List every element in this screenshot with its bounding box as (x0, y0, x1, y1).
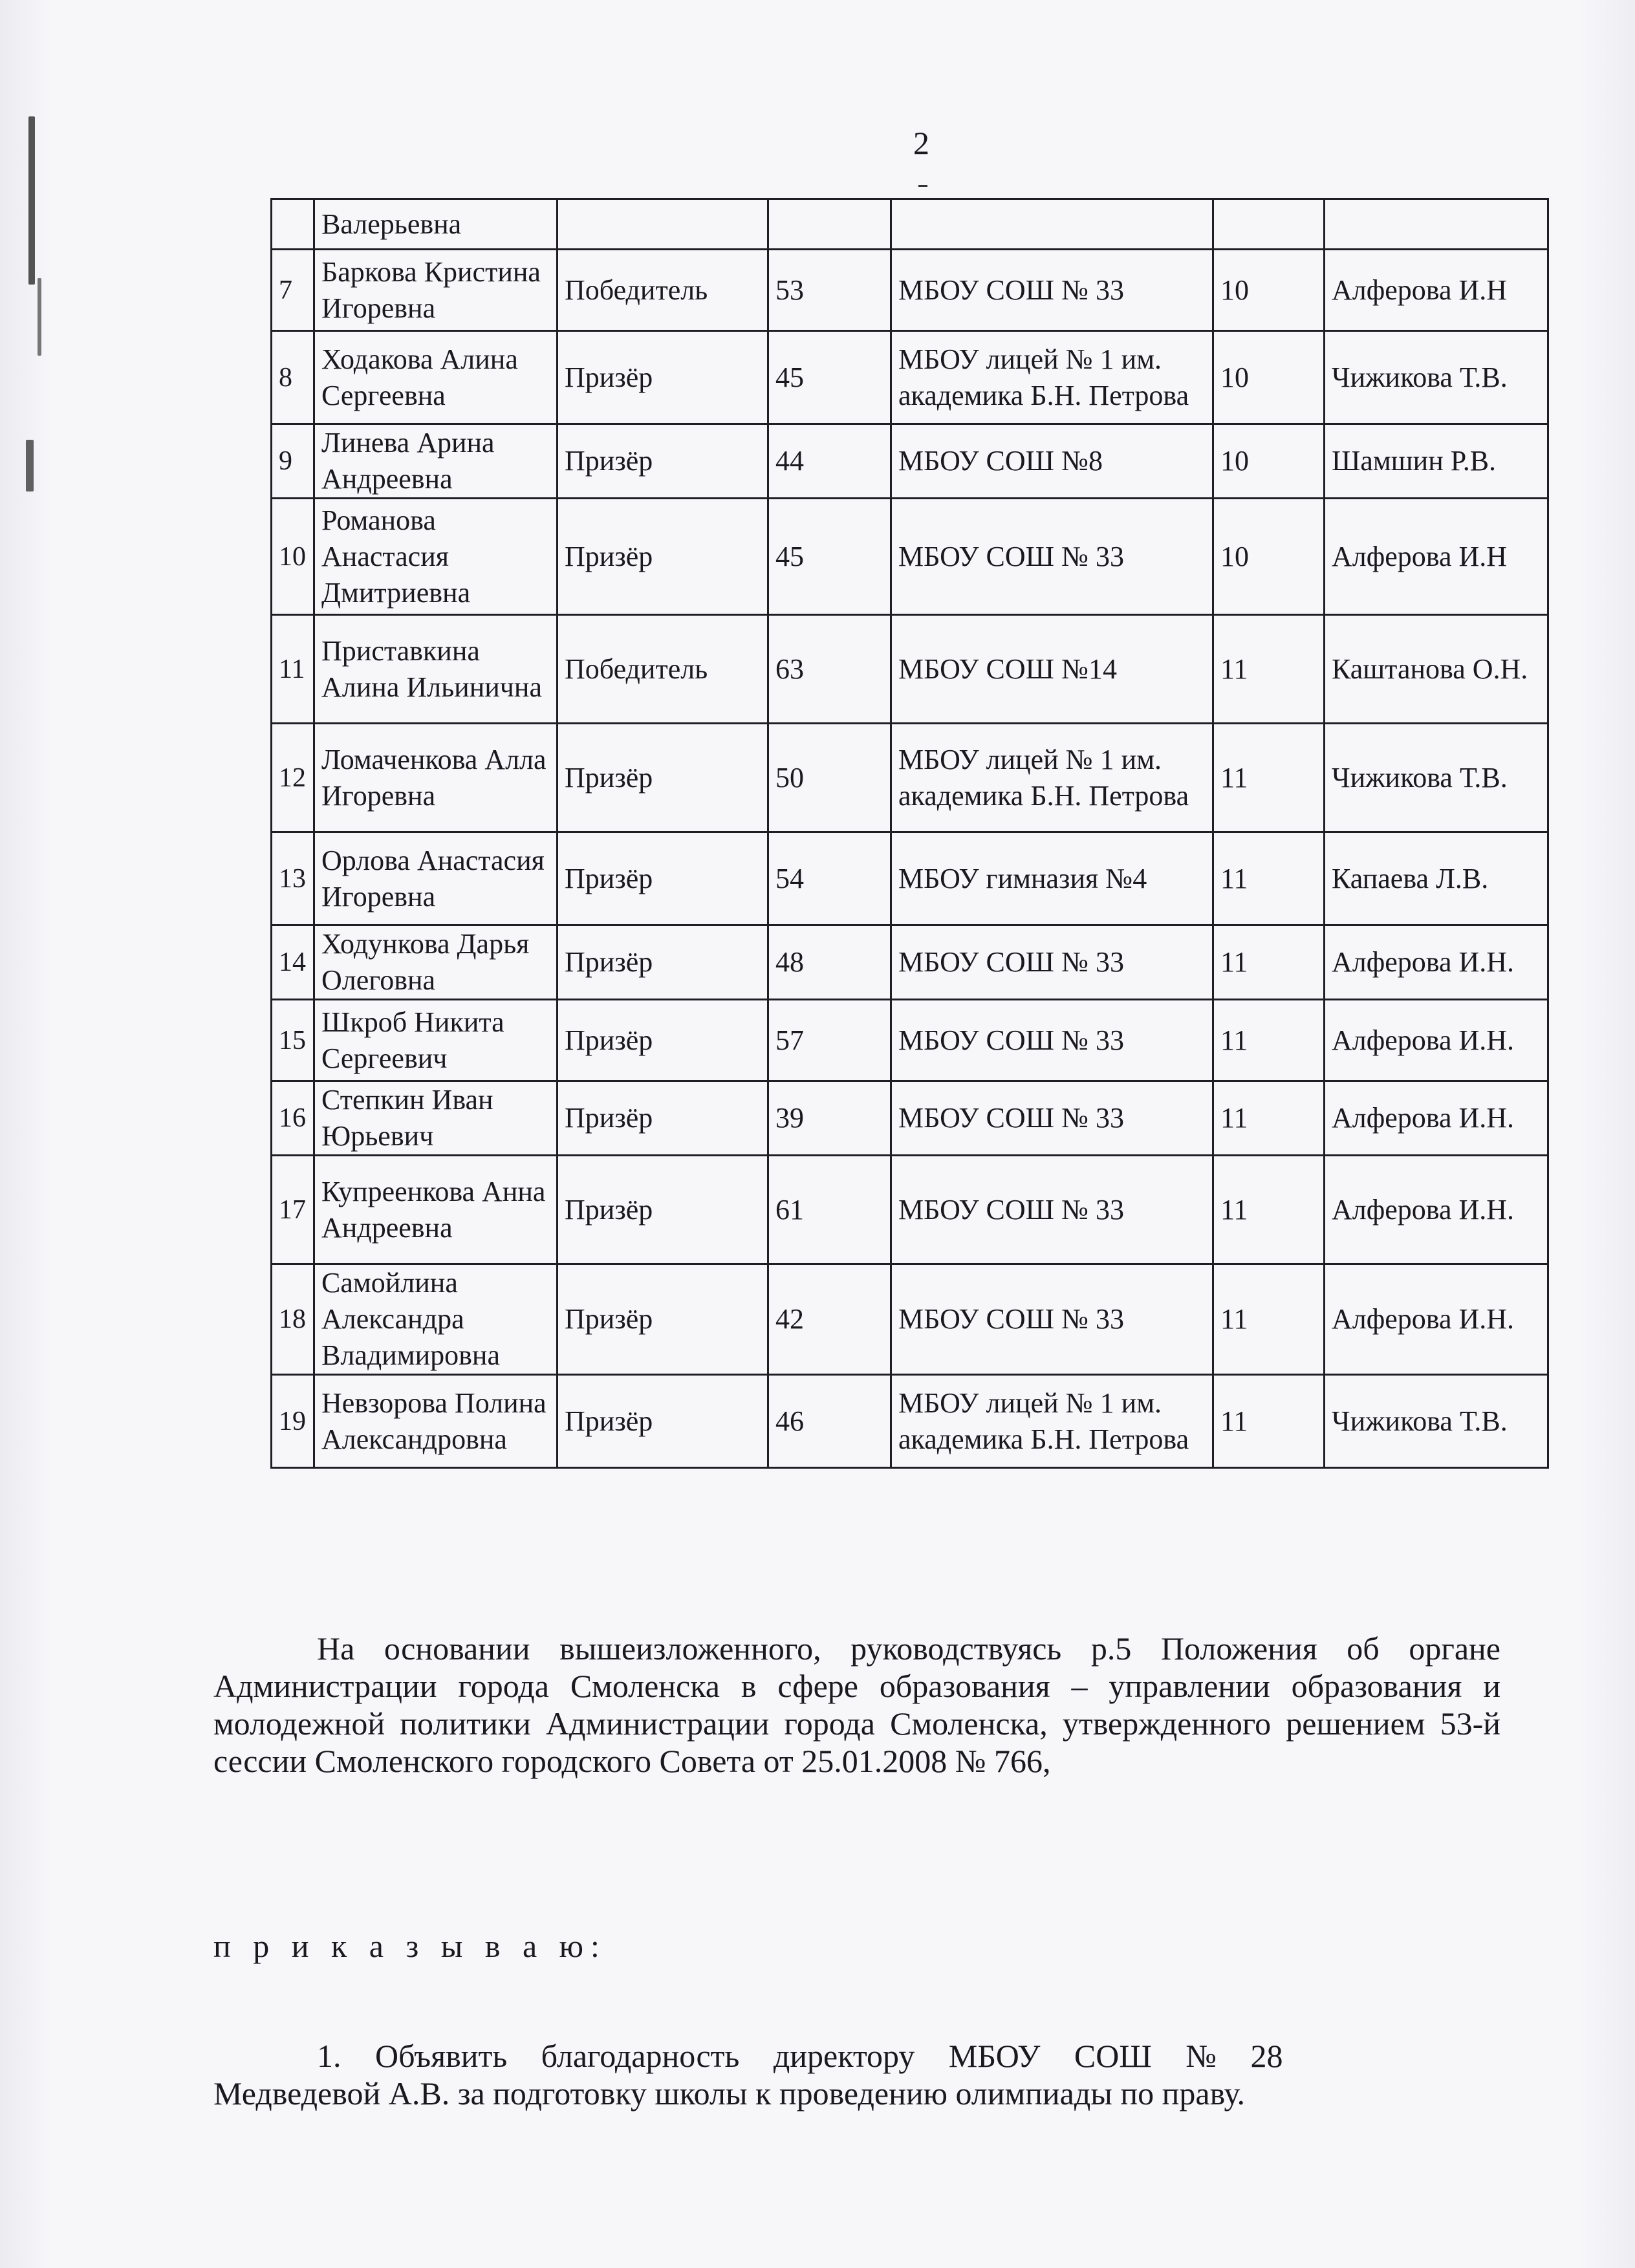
cell-name: Невзорова Полина Александровна (314, 1375, 558, 1468)
cell-school: МБОУ СОШ №14 (891, 615, 1213, 724)
cell-num: 12 (272, 724, 314, 832)
cell-num: 9 (272, 424, 314, 499)
cell-grade: 11 (1213, 615, 1325, 724)
table-row (272, 925, 1548, 1000)
table-row (272, 832, 1548, 925)
cell-teacher: Алферова И.Н. (1325, 925, 1548, 1000)
cell-status: Призёр (558, 832, 768, 925)
cell-name: Орлова Анастасия Игоревна (314, 832, 558, 925)
cell-num: 10 (272, 499, 314, 615)
cell-status: Победитель (558, 250, 768, 331)
cell-school (891, 199, 1213, 250)
cell-num: 15 (272, 1000, 314, 1081)
cell-score: 39 (768, 1081, 891, 1156)
cell-status: Призёр (558, 424, 768, 499)
cell-name: Валерьевна (314, 199, 558, 250)
cell-grade: 10 (1213, 250, 1325, 331)
cell-status: Призёр (558, 1264, 768, 1375)
cell-school: МБОУ СОШ №8 (891, 424, 1213, 499)
cell-school: МБОУ СОШ № 33 (891, 1264, 1213, 1375)
cell-grade: 11 (1213, 724, 1325, 832)
cell-grade: 11 (1213, 1081, 1325, 1156)
cell-teacher (1325, 199, 1548, 250)
cell-grade: 11 (1213, 1264, 1325, 1375)
cell-teacher: Капаева Л.В. (1325, 832, 1548, 925)
cell-grade: 11 (1213, 925, 1325, 1000)
cell-teacher: Алферова И.Н. (1325, 1264, 1548, 1375)
cell-school: МБОУ СОШ № 33 (891, 1156, 1213, 1264)
cell-status: Призёр (558, 499, 768, 615)
cell-name: Линева Арина Андреевна (314, 424, 558, 499)
cell-score: 63 (768, 615, 891, 724)
table-row (272, 1000, 1548, 1081)
table-row (272, 1264, 1548, 1375)
cell-num: 14 (272, 925, 314, 1000)
cell-status: Призёр (558, 331, 768, 424)
cell-num: 19 (272, 1375, 314, 1468)
cell-school: МБОУ лицей № 1 им. академика Б.Н. Петрова (891, 1375, 1213, 1468)
cell-school: МБОУ СОШ № 33 (891, 1000, 1213, 1081)
cell-score: 57 (768, 1000, 891, 1081)
scan-speck (28, 116, 35, 285)
cell-score: 53 (768, 250, 891, 331)
cell-num (272, 199, 314, 250)
table-row (272, 199, 1548, 250)
cell-teacher: Алферова И.Н. (1325, 1081, 1548, 1156)
cell-status: Призёр (558, 724, 768, 832)
cell-status (558, 199, 768, 250)
scan-speck (38, 278, 41, 356)
cell-num: 7 (272, 250, 314, 331)
cell-name: Романова Анастасия Дмитриевна (314, 499, 558, 615)
cell-grade: 10 (1213, 499, 1325, 615)
cell-name: Ломаченкова Алла Игоревна (314, 724, 558, 832)
cell-score: 61 (768, 1156, 891, 1264)
cell-score: 46 (768, 1375, 891, 1468)
page-number: 2 (913, 125, 929, 161)
cell-teacher: Чижикова Т.В. (1325, 1375, 1548, 1468)
table-row (272, 331, 1548, 424)
cell-num: 13 (272, 832, 314, 925)
cell-grade: 10 (1213, 424, 1325, 499)
cell-score: 45 (768, 499, 891, 615)
table-row (272, 250, 1548, 331)
cell-school: МБОУ СОШ № 33 (891, 1081, 1213, 1156)
cell-school: МБОУ СОШ № 33 (891, 925, 1213, 1000)
table-row (272, 1081, 1548, 1156)
cell-school: МБОУ гимназия №4 (891, 832, 1213, 925)
cell-score: 45 (768, 331, 891, 424)
table-row (272, 615, 1548, 724)
cell-school: МБОУ лицей № 1 им. академика Б.Н. Петрова (891, 724, 1213, 832)
cell-num: 17 (272, 1156, 314, 1264)
cell-teacher: Алферова И.Н (1325, 250, 1548, 331)
cell-name: Ходункова Дарья Олеговна (314, 925, 558, 1000)
cell-teacher: Алферова И.Н (1325, 499, 1548, 615)
table-row (272, 499, 1548, 615)
cell-status: Призёр (558, 1375, 768, 1468)
cell-name: Приставкина Алина Ильинична (314, 615, 558, 724)
cell-grade: 11 (1213, 1156, 1325, 1264)
cell-name: Купреенкова Анна Андреевна (314, 1156, 558, 1264)
cell-score (768, 199, 891, 250)
order-item-1-continued: Медведевой А.В. за подготовку школы к проведению олимпиады по праву. (213, 2075, 1245, 2111)
cell-grade (1213, 199, 1325, 250)
cell-grade: 11 (1213, 832, 1325, 925)
cell-status: Победитель (558, 615, 768, 724)
cell-status: Призёр (558, 1000, 768, 1081)
cell-score: 42 (768, 1264, 891, 1375)
table-row (272, 1375, 1548, 1468)
cell-score: 44 (768, 424, 891, 499)
cell-num: 18 (272, 1264, 314, 1375)
cell-name: Ходакова Алина Сергеевна (314, 331, 558, 424)
cell-teacher: Чижикова Т.В. (1325, 331, 1548, 424)
cell-school: МБОУ СОШ № 33 (891, 499, 1213, 615)
cell-score: 48 (768, 925, 891, 1000)
table-row (272, 1156, 1548, 1264)
results-table (270, 198, 1549, 1469)
cell-school: МБОУ лицей № 1 им. академика Б.Н. Петрова (891, 331, 1213, 424)
cell-status: Призёр (558, 925, 768, 1000)
order-word: п р и к а з ы в а ю: (213, 1928, 607, 1964)
cell-grade: 11 (1213, 1000, 1325, 1081)
table-row (272, 424, 1548, 499)
order-item-1: 1. Объявить благодарность директору МБОУ СОШ № 28 (317, 2038, 1283, 2074)
cell-grade: 11 (1213, 1375, 1325, 1468)
cell-school: МБОУ СОШ № 33 (891, 250, 1213, 331)
cell-num: 8 (272, 331, 314, 424)
cell-teacher: Алферова И.Н. (1325, 1156, 1548, 1264)
cell-status: Призёр (558, 1081, 768, 1156)
cell-teacher: Чижикова Т.В. (1325, 724, 1548, 832)
scan-speck (26, 440, 34, 491)
cell-num: 16 (272, 1081, 314, 1156)
cell-name: Степкин Иван Юрьевич (314, 1081, 558, 1156)
cell-status: Призёр (558, 1156, 768, 1264)
basis-paragraph: На основании вышеизложенного, руководствуясь р.5 Положения об органе Администрации города Смоленска в сфере образования – управлении образования и молодежной политики Администрации города Смоленска, утвержденного решением 53-й сессии Смоленского городского Совета от 25.01.2008 № 766, (213, 1630, 1500, 1779)
cell-score: 54 (768, 832, 891, 925)
cell-score: 50 (768, 724, 891, 832)
page-number-mark (918, 185, 927, 187)
cell-name: Баркова Кристина Игоревна (314, 250, 558, 331)
cell-name: Шкроб Никита Сергеевич (314, 1000, 558, 1081)
cell-name: Самойлина Александра Владимировна (314, 1264, 558, 1375)
cell-teacher: Каштанова О.Н. (1325, 615, 1548, 724)
table-row (272, 724, 1548, 832)
cell-num: 11 (272, 615, 314, 724)
cell-teacher: Шамшин Р.В. (1325, 424, 1548, 499)
cell-teacher: Алферова И.Н. (1325, 1000, 1548, 1081)
cell-grade: 10 (1213, 331, 1325, 424)
